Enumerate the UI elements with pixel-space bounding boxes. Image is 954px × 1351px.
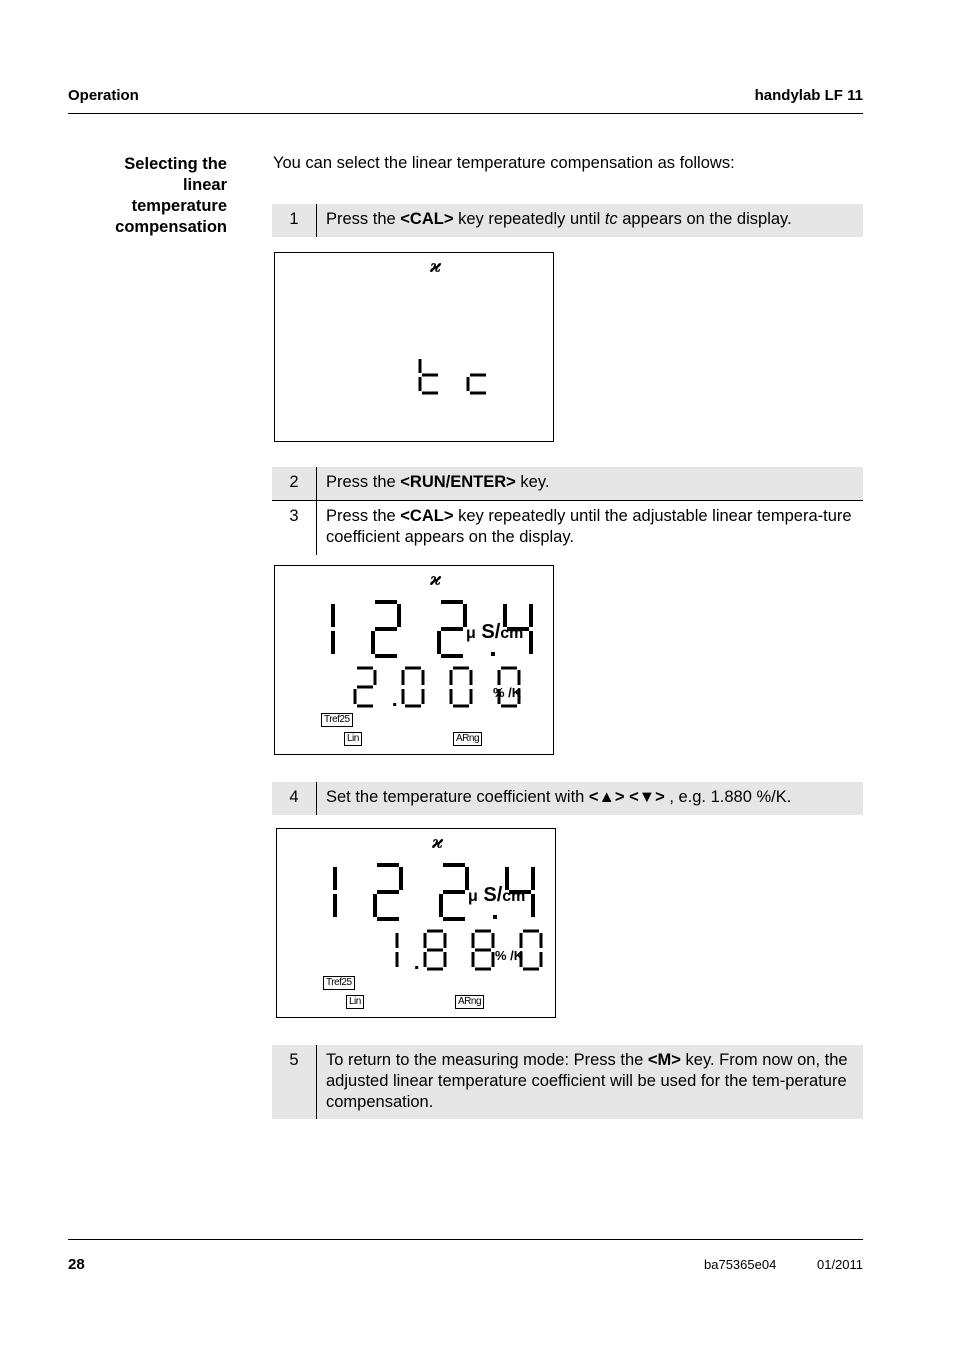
lcd-decimal-point — [393, 703, 396, 706]
lcd-segment-digits — [420, 359, 486, 393]
sub-unit-label: % /K — [495, 948, 524, 963]
document-date: 01/2011 — [817, 1257, 864, 1272]
step-number: 1 — [272, 204, 317, 237]
tref25-indicator: Tref25 — [323, 976, 355, 990]
lcd-display-tc — [274, 252, 554, 442]
conductivity-symbol-icon: ϰ — [430, 570, 442, 590]
tref25-indicator: Tref25 — [321, 713, 353, 727]
arng-indicator: ARng — [453, 732, 482, 746]
step-text: Press the <CAL> key repeatedly until the adjustable linear tempera-ture coefficient appears on the display. — [326, 507, 852, 546]
lcd-readings — [277, 829, 555, 1017]
footer-rule — [68, 1239, 863, 1240]
step-number: 4 — [272, 782, 317, 815]
step-text: To return to the measuring mode: Press the <M> key. From now on, the adjusted linear temperature coefficient will be used for the tem-perature compensation. — [326, 1051, 848, 1111]
step-text: Set the temperature coefficient with <▲> <▼> , e.g. 1.880 %/K. — [326, 788, 792, 806]
conductivity-symbol-icon: ϰ — [430, 257, 442, 277]
lcd-display-1880 — [276, 828, 556, 1018]
lcd-decimal-point — [491, 652, 495, 656]
step-3 — [272, 500, 863, 555]
step-text: Press the <RUN/ENTER> key. — [326, 473, 550, 491]
lin-indicator: Lin — [346, 995, 364, 1009]
lcd-decimal-point — [493, 915, 497, 919]
conductivity-symbol-icon: ϰ — [432, 833, 444, 853]
sub-unit-label: % /K — [493, 685, 522, 700]
step-5 — [272, 1045, 863, 1119]
sidebar-heading: Selecting the linear temperature compensation — [115, 155, 227, 236]
lcd-decimal-point — [415, 966, 418, 969]
lcd-display-2000 — [274, 565, 554, 755]
step-number: 2 — [272, 467, 317, 500]
main-unit-label: μ S/cm — [466, 621, 524, 643]
lcd-main-reading — [275, 253, 553, 441]
step-number: 3 — [272, 501, 317, 555]
step-number: 5 — [272, 1045, 317, 1119]
header-rule — [68, 113, 863, 114]
arng-indicator: ARng — [455, 995, 484, 1009]
intro-text: You can select the linear temperature compensation as follows: — [273, 154, 735, 172]
step-1 — [272, 204, 863, 237]
running-header-section: Operation — [68, 87, 139, 104]
document-id: ba75365e04 — [704, 1257, 777, 1272]
lcd-readings — [275, 566, 553, 754]
running-header-product: handylab LF 11 — [754, 87, 863, 104]
step-text: Press the <CAL> key repeatedly until tc appears on the display. — [326, 210, 792, 228]
lin-indicator: Lin — [344, 732, 362, 746]
step-4 — [272, 782, 863, 815]
page-number: 28 — [68, 1256, 85, 1273]
step-2 — [272, 467, 863, 500]
main-unit-label: μ S/cm — [468, 884, 526, 906]
